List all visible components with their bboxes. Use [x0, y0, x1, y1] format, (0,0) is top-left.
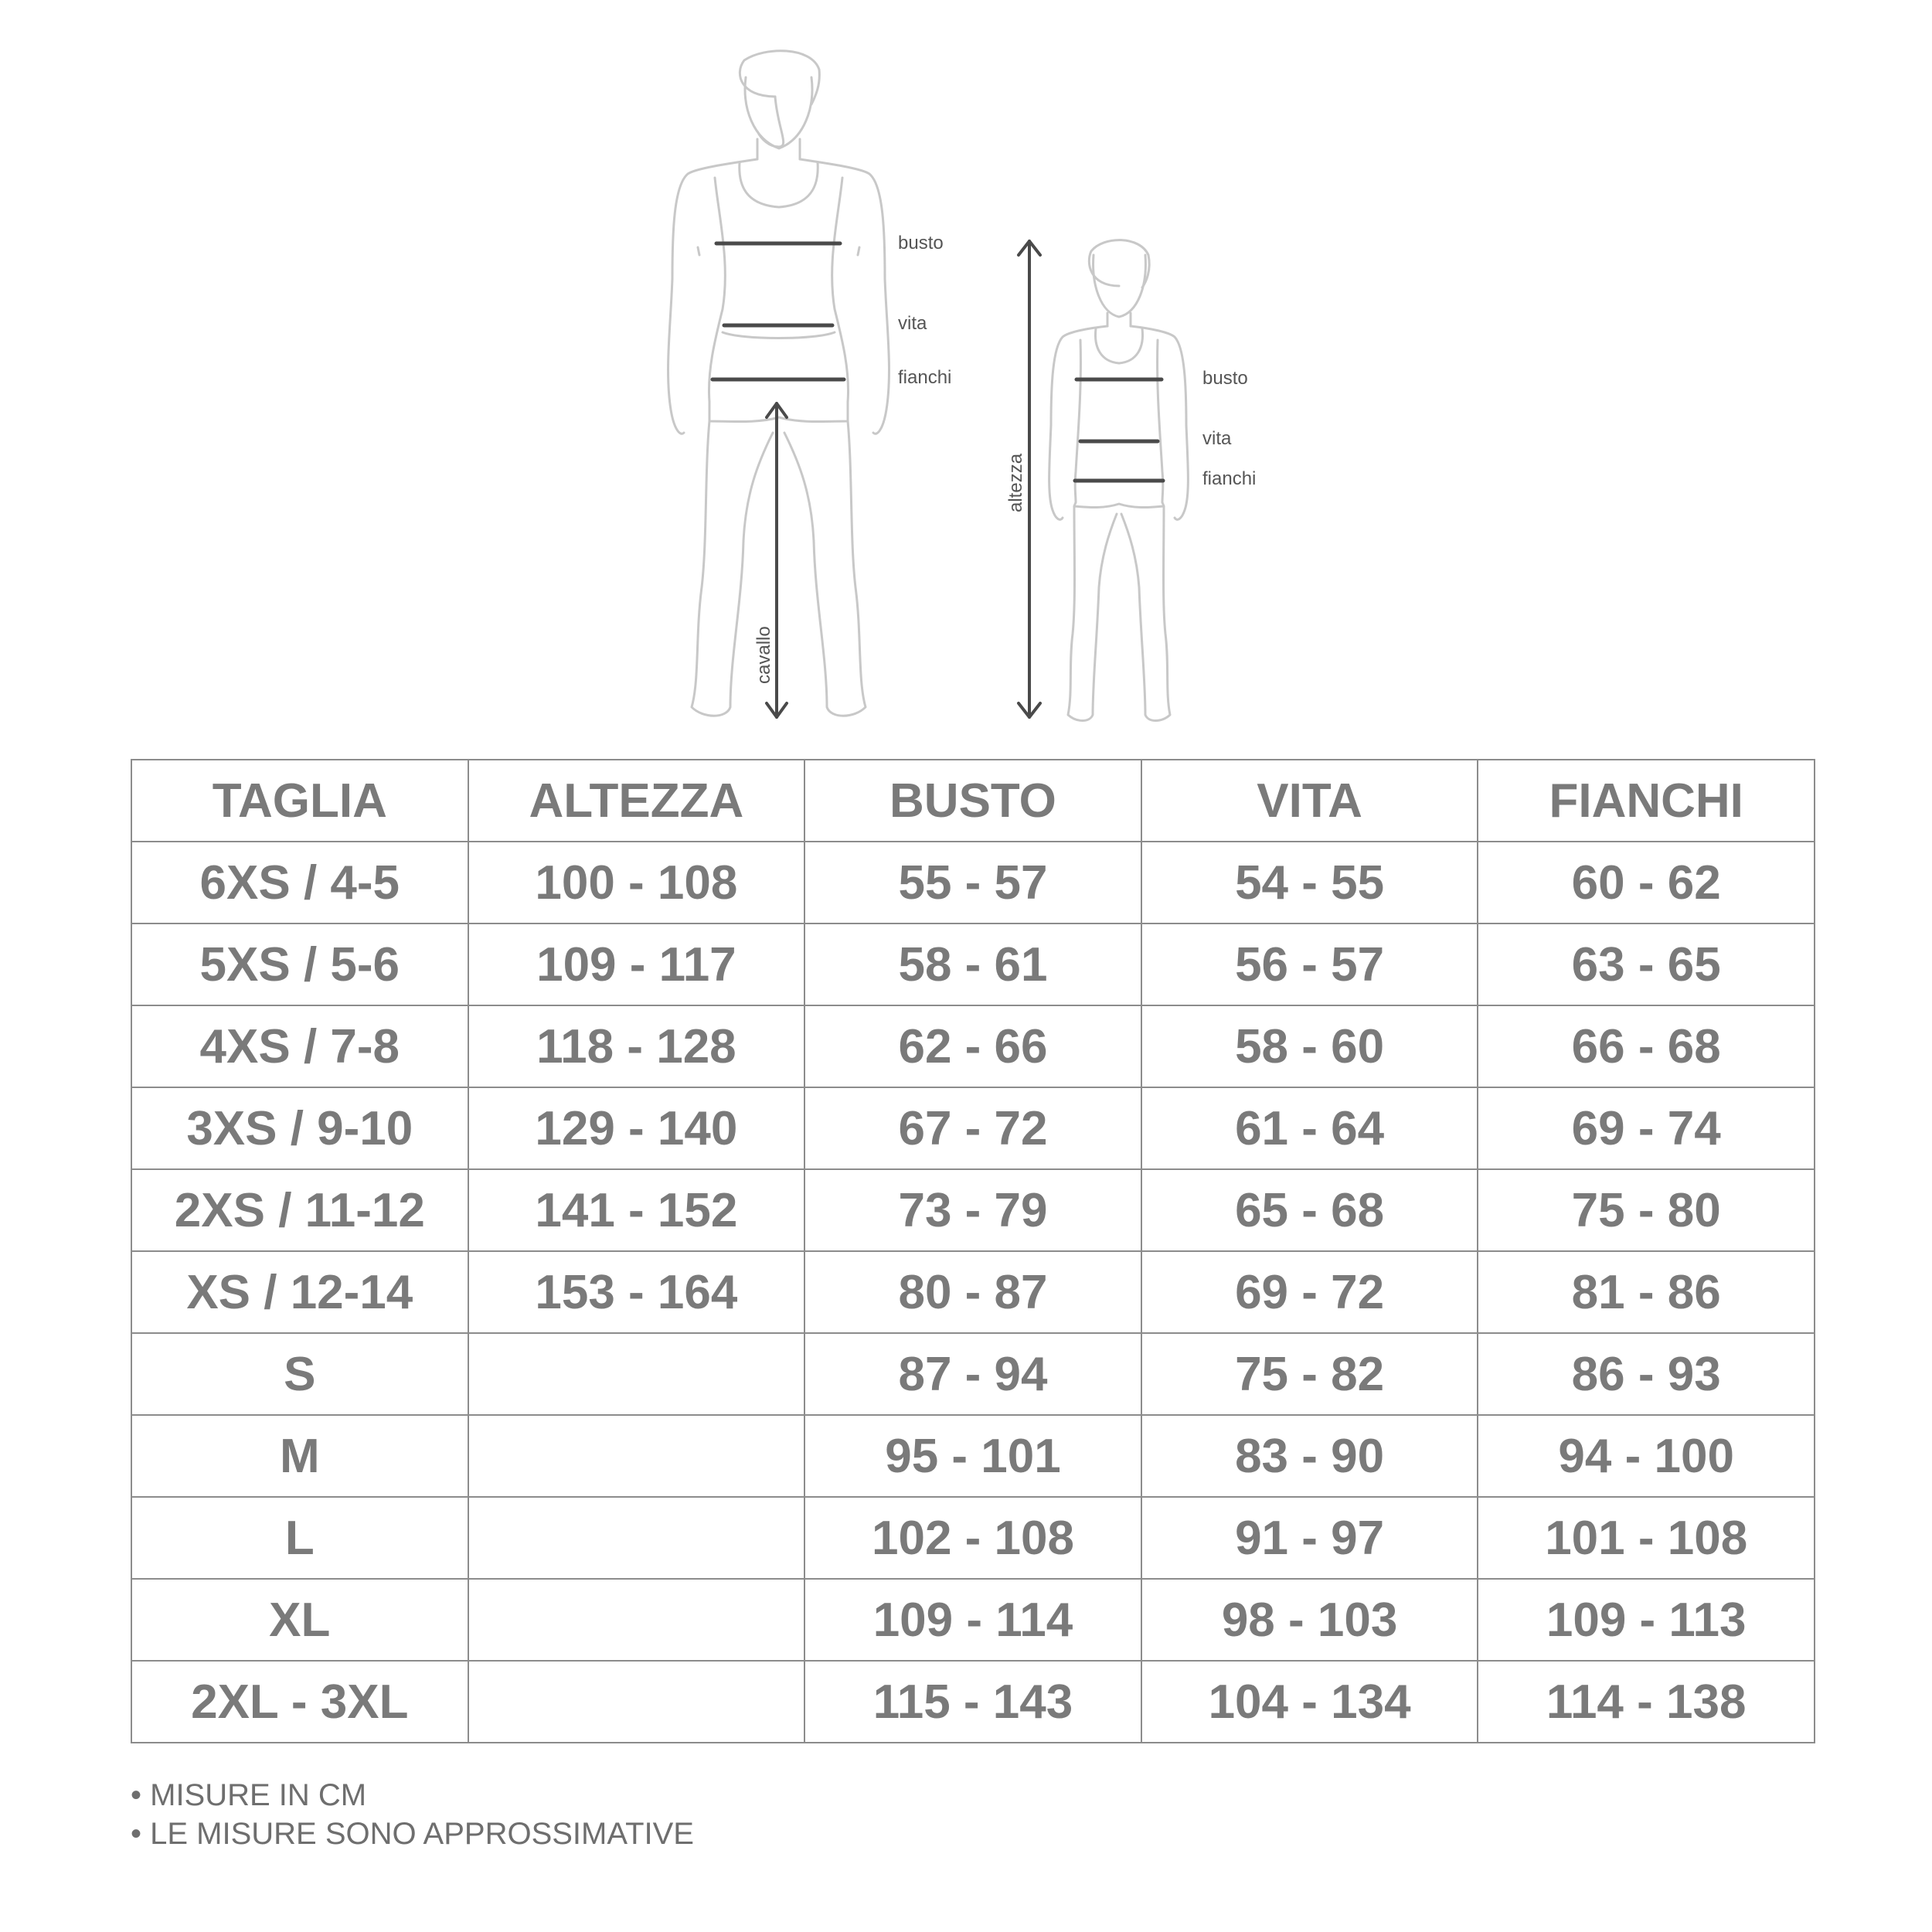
table-row	[131, 1333, 1815, 1415]
cell-altezza	[468, 1497, 805, 1579]
figure-illustrations	[0, 0, 1932, 742]
adult-label-vita: vita	[898, 313, 927, 334]
cell-vita: 58 - 60	[1141, 1005, 1478, 1087]
cell-busto: 95 - 101	[804, 1415, 1141, 1497]
cell-fianchi: 114 - 138	[1478, 1661, 1815, 1743]
cell-taglia: L	[131, 1497, 468, 1579]
cell-vita: 104 - 134	[1141, 1661, 1478, 1743]
table-row	[131, 1251, 1815, 1333]
cell-vita: 54 - 55	[1141, 842, 1478, 923]
cell-fianchi: 101 - 108	[1478, 1497, 1815, 1579]
cell-taglia: XL	[131, 1579, 468, 1661]
note-units: • MISURE IN CM	[131, 1778, 367, 1812]
child-measure-lines	[1075, 379, 1163, 481]
cell-taglia: 6XS / 4-5	[131, 842, 468, 923]
cell-vita: 56 - 57	[1141, 923, 1478, 1005]
cell-vita: 75 - 82	[1141, 1333, 1478, 1415]
cell-taglia: 2XL - 3XL	[131, 1661, 468, 1743]
cell-vita: 61 - 64	[1141, 1087, 1478, 1169]
cell-altezza: 109 - 117	[468, 923, 805, 1005]
cell-taglia: 5XS / 5-6	[131, 923, 468, 1005]
adult-label-cavallo: cavallo	[753, 626, 774, 684]
header-taglia: TAGLIA	[131, 760, 468, 842]
cell-fianchi: 69 - 74	[1478, 1087, 1815, 1169]
header-altezza: ALTEZZA	[468, 760, 805, 842]
cell-altezza	[468, 1333, 805, 1415]
cell-vita: 65 - 68	[1141, 1169, 1478, 1251]
cell-vita: 83 - 90	[1141, 1415, 1478, 1497]
cell-busto: 102 - 108	[804, 1497, 1141, 1579]
child-label-altezza: altezza	[1005, 453, 1026, 512]
header-vita: VITA	[1141, 760, 1478, 842]
table-row	[131, 842, 1815, 923]
cell-fianchi: 109 - 113	[1478, 1579, 1815, 1661]
cell-busto: 115 - 143	[804, 1661, 1141, 1743]
child-label-fianchi: fianchi	[1202, 468, 1257, 489]
table-row	[131, 1579, 1815, 1661]
cell-fianchi: 81 - 86	[1478, 1251, 1815, 1333]
header-fianchi: FIANCHI	[1478, 760, 1815, 842]
cell-taglia: 3XS / 9-10	[131, 1087, 468, 1169]
child-label-vita: vita	[1202, 428, 1232, 449]
cell-busto: 62 - 66	[804, 1005, 1141, 1087]
adult-label-busto: busto	[898, 233, 944, 253]
cell-busto: 58 - 61	[804, 923, 1141, 1005]
cell-fianchi: 94 - 100	[1478, 1415, 1815, 1497]
cell-taglia: XS / 12-14	[131, 1251, 468, 1333]
notes	[131, 1776, 694, 1853]
table-row	[131, 923, 1815, 1005]
cell-altezza: 153 - 164	[468, 1251, 805, 1333]
cell-vita: 98 - 103	[1141, 1579, 1478, 1661]
cell-taglia: 4XS / 7-8	[131, 1005, 468, 1087]
adult-measure-lines	[713, 243, 844, 379]
adult-label-fianchi: fianchi	[898, 367, 952, 388]
cell-altezza	[468, 1415, 805, 1497]
child-label-busto: busto	[1202, 368, 1248, 389]
cell-altezza: 129 - 140	[468, 1087, 805, 1169]
cell-altezza: 100 - 108	[468, 842, 805, 923]
table-row	[131, 1497, 1815, 1579]
note-approximate: • LE MISURE SONO APPROSSIMATIVE	[131, 1817, 694, 1851]
cell-fianchi: 86 - 93	[1478, 1333, 1815, 1415]
cell-altezza: 141 - 152	[468, 1169, 805, 1251]
cell-altezza	[468, 1661, 805, 1743]
cell-fianchi: 60 - 62	[1478, 842, 1815, 923]
cell-taglia: S	[131, 1333, 468, 1415]
cell-busto: 67 - 72	[804, 1087, 1141, 1169]
cell-fianchi: 63 - 65	[1478, 923, 1815, 1005]
size-table	[131, 759, 1815, 1743]
cell-busto: 109 - 114	[804, 1579, 1141, 1661]
cell-fianchi: 66 - 68	[1478, 1005, 1815, 1087]
cell-taglia: 2XS / 11-12	[131, 1169, 468, 1251]
table-row	[131, 1087, 1815, 1169]
table-header-row	[131, 760, 1815, 842]
cell-vita: 69 - 72	[1141, 1251, 1478, 1333]
cell-altezza	[468, 1579, 805, 1661]
cell-busto: 55 - 57	[804, 842, 1141, 923]
table-row	[131, 1005, 1815, 1087]
table-row	[131, 1661, 1815, 1743]
cell-taglia: M	[131, 1415, 468, 1497]
cell-vita: 91 - 97	[1141, 1497, 1478, 1579]
cell-busto: 87 - 94	[804, 1333, 1141, 1415]
adult-figure	[668, 51, 889, 716]
cell-altezza: 118 - 128	[468, 1005, 805, 1087]
table-row	[131, 1169, 1815, 1251]
cell-busto: 80 - 87	[804, 1251, 1141, 1333]
cell-busto: 73 - 79	[804, 1169, 1141, 1251]
table-row	[131, 1415, 1815, 1497]
cell-fianchi: 75 - 80	[1478, 1169, 1815, 1251]
header-busto: BUSTO	[804, 760, 1141, 842]
body-measurement-diagram	[0, 0, 1932, 742]
